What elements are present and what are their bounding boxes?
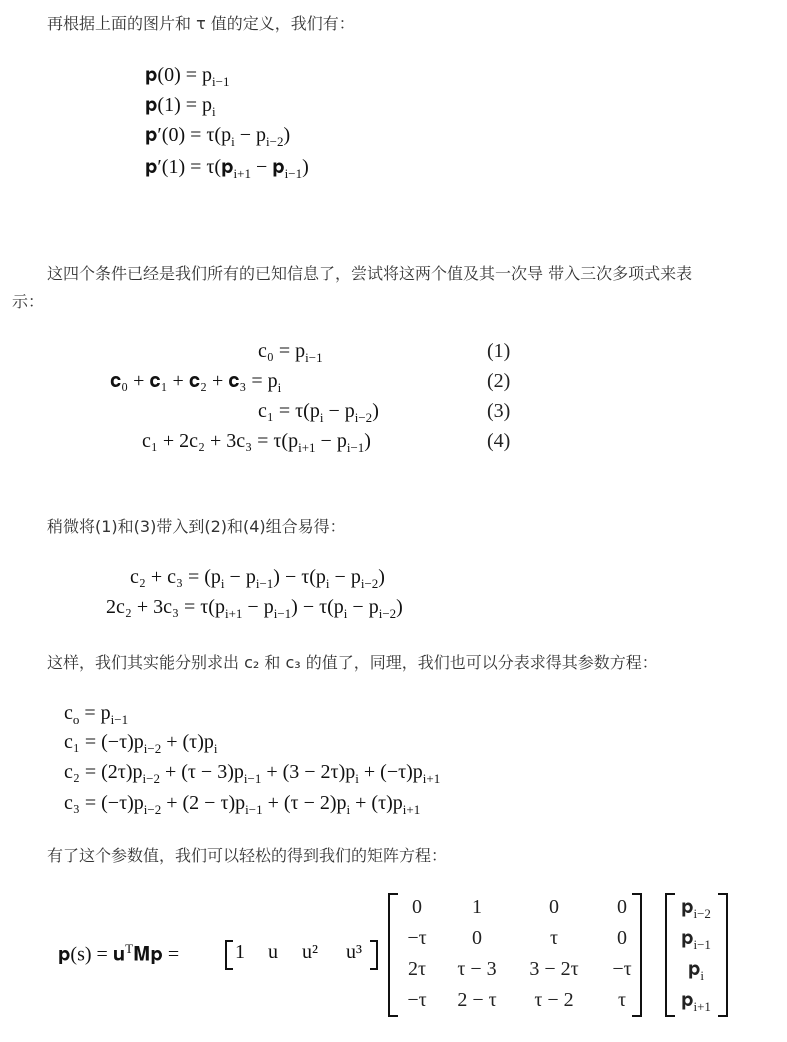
matrix-cell: 0 <box>472 927 482 949</box>
equation: $c_1 = \tau(p_i - p_{i-2})$ <box>258 400 379 425</box>
matrix-cell: 3 − 2τ <box>529 958 579 980</box>
equation: 𝐩(1) = $p_i$ <box>145 94 216 119</box>
matrix-cell: τ <box>549 927 559 949</box>
equation: 𝐩(0) = $p_{i-1}$ <box>145 64 230 89</box>
equation: $c_2 = (2\tau)p_{i-2} + (\tau - 3)p_{i-1} + (3 - 2\tau)p_i + (-\tau)p_{i+1}$ <box>64 761 441 786</box>
paragraph: 稍微将(1)和(3)带入到(2)和(4)组合易得： <box>47 517 346 536</box>
equation: 𝐩′(1) = τ(𝐩$_{i+1}$ − 𝐩$_{i-1}$) <box>145 156 309 181</box>
equation-label: (1) <box>487 340 511 362</box>
equation: 𝐜₀ + 𝐜₁ + 𝐜₂ + 𝐜₃ = $p_i$ <box>110 370 282 395</box>
equation: $c_1 + 2c_2 + 3c_3 = \tau(p_{i+1} - p_{i-1})$ <box>142 430 371 455</box>
matrix-cell: 0 <box>549 896 559 918</box>
equation: $c_o = p_{i-1}$ <box>64 702 129 727</box>
column-vector-entry: 𝐩$_{i-1}$ <box>681 927 711 952</box>
matrix-cell: −τ <box>407 927 427 949</box>
row-vector-entry: u² <box>302 941 318 963</box>
matrix-cell: τ <box>617 989 627 1011</box>
paragraph: 这样，我们其实能分别求出 c₂ 和 c₃ 的值了，同理，我们也可以分表求得其参数方程： <box>47 653 658 672</box>
matrix-cell: −τ <box>407 989 427 1011</box>
matrix-cell: τ − 2 <box>534 989 574 1011</box>
equation: 𝐩′(0) = $\tau(p_i - p_{i-2})$ <box>145 124 291 149</box>
equation-label: (3) <box>487 400 511 422</box>
paragraph: 有了这个参数值，我们可以轻松的得到我们的矩阵方程： <box>47 846 448 865</box>
equation-label: (2) <box>487 370 511 392</box>
column-vector-entry: 𝐩$_i$ <box>687 958 705 983</box>
equation: $2c_2 + 3c_3 = \tau(p_{i+1} - p_{i-1}) - \tau(p_i - p_{i-2})$ <box>106 596 403 621</box>
paragraph-line: 示： <box>12 292 45 311</box>
matrix-cell: 1 <box>472 896 482 918</box>
column-vector-entry: 𝐩$_{i+1}$ <box>681 989 711 1014</box>
equation: $c_0 = p_{i-1}$ <box>258 340 323 365</box>
matrix-cell: 0 <box>412 896 422 918</box>
equation: $c_3 = (-\tau)p_{i-2} + (2 - \tau)p_{i-1} + (\tau - 2)p_i + (\tau)p_{i+1}$ <box>64 792 421 817</box>
equation: $c_1 = (-\tau)p_{i-2} + (\tau)p_i$ <box>64 731 218 756</box>
intro-text: 再根据上面的图片和 τ 值的定义，我们有： <box>47 14 355 33</box>
matrix-lhs: 𝐩(s) = 𝐮$^T$𝐌𝐩 = <box>58 941 180 966</box>
equation-label: (4) <box>487 430 511 452</box>
equation: $c_2 + c_3 = (p_i - p_{i-1}) - \tau(p_i - p_{i-2})$ <box>130 566 385 591</box>
matrix-cell: 0 <box>617 896 627 918</box>
matrix-cell: 2 − τ <box>457 989 497 1011</box>
row-vector-entry: 1 <box>235 941 245 963</box>
matrix-cell: −τ <box>612 958 632 980</box>
paragraph-line: 这四个条件已经是我们所有的已知信息了，尝试将这两个值及其一次导 带入三次多项式来表 <box>47 264 693 283</box>
row-vector-entry: u³ <box>346 941 362 963</box>
matrix-cell: τ − 3 <box>457 958 497 980</box>
column-vector-entry: 𝐩$_{i-2}$ <box>681 896 711 921</box>
row-vector-entry: u <box>268 941 278 963</box>
matrix-cell: 2τ <box>407 958 427 980</box>
matrix-cell: 0 <box>617 927 627 949</box>
